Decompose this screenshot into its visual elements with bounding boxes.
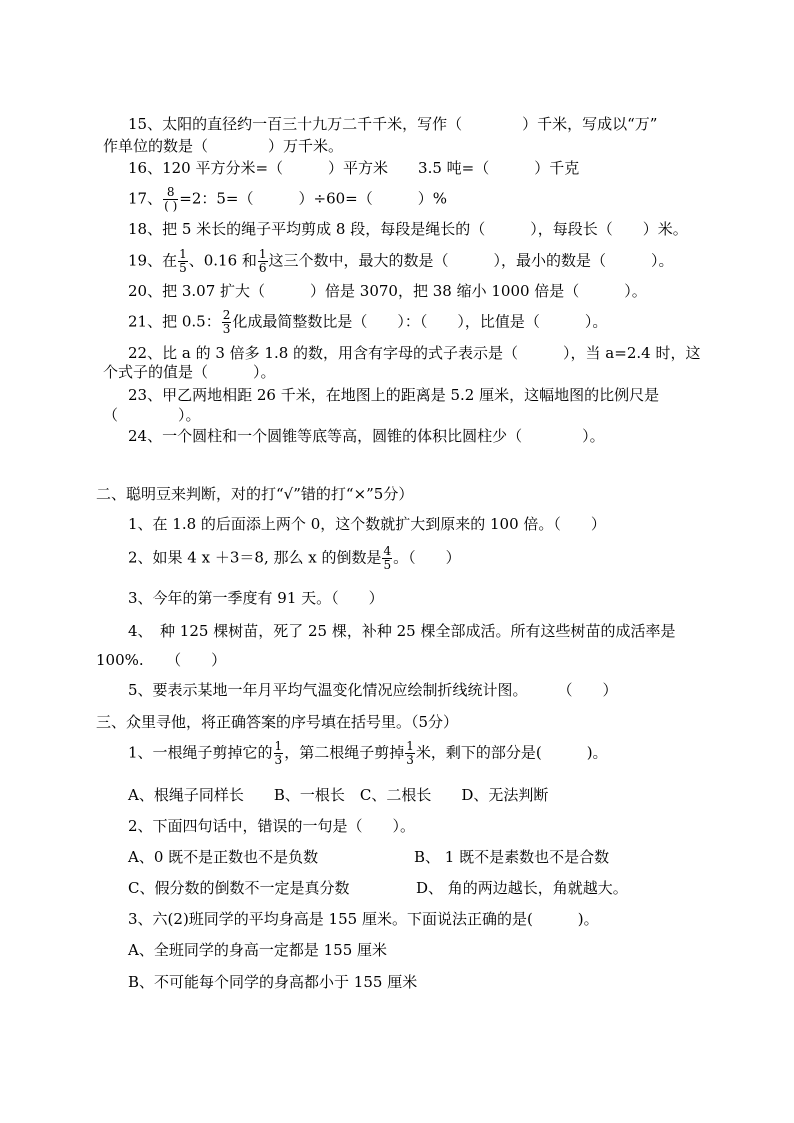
q24: 24、一个圆柱和一个圆锥等底等高，圆锥的体积比圆柱少（ ）。 — [128, 427, 605, 445]
q21-fraction: $\frac{2}{3}$ — [222, 308, 231, 336]
q15-line1: 15、太阳的直径约一百三十九万二千千米，写作（ ）千米，写成以“万” — [128, 115, 658, 133]
q17-prefix: 17、 — [128, 189, 163, 208]
choice-q2-option-a: A、0 既不是正数也不是负数 — [128, 848, 319, 866]
choice-q1-options: A、根绳子同样长 B、一根长 C、二根长 D、无法判断 — [128, 786, 549, 804]
choice-q3-option-b: B、不可能每个同学的身高都小于 155 厘米 — [128, 973, 418, 991]
q20: 20、把 3.07 扩大（ ）倍是 3070，把 38 缩小 1000 倍是（ ）。 — [128, 282, 647, 300]
q21: 21、把 0.5： $\frac{2}{3}$ 化成最简整数比是（ ）：（ ），比值是（ ）。 — [128, 308, 608, 336]
q16: 16、120 平方分米=（ ）平方米 3.5 吨=（ ）千克 — [128, 159, 580, 177]
choice-q2-option-b: B、 1 既不是素数也不是合数 — [414, 848, 610, 866]
q19: 19、在 $\frac{1}{5}$ 、0.16 和 $\frac{1}{6}$ 这三个数中，最大的数是（ ），最小的数是（ ）。 — [128, 247, 674, 275]
judge-item-5: 5、要表示某地一年月平均气温变化情况应绘制折线统计图。 （ ） — [128, 681, 618, 699]
judge-item-2-fraction: $\frac{4}{5}$ — [383, 544, 392, 572]
judge-item-3: 3、今年的第一季度有 91 天。（ ） — [128, 589, 384, 607]
q17-suffix: =2：5=（ ）÷60=（ ）% — [179, 189, 447, 208]
q17-fraction: $\frac{8}{( )}$ — [164, 185, 178, 213]
judge-item-2: 2、如果 4 x ＋3＝8, 那么 x 的倒数是 $\frac{4}{5}$ 。（ ） — [128, 544, 461, 572]
judge-item-4-line1: 4、 种 125 棵树苗，死了 25 棵，补种 25 棵全部成活。所有这些树苗的成活率是 — [128, 622, 676, 640]
q15-line2: 作单位的数是（ ）万千米。 — [103, 137, 344, 155]
q23-line1: 23、甲乙两地相距 26 千米，在地图上的距离是 5.2 厘米，这幅地图的比例尺是 — [128, 386, 660, 404]
judge-item-1: 1、在 1.8 的后面添上两个 0，这个数就扩大到原来的 100 倍。（ ） — [128, 515, 606, 533]
choice-q1-fraction-1: $\frac{1}{3}$ — [274, 739, 283, 767]
choice-q1: 1、一根绳子剪掉它的 $\frac{1}{3}$ ，第二根绳子剪掉 $\frac{1}{3}$ 米，剩下的部分是( )。 — [128, 739, 608, 767]
q19-fraction-2: $\frac{1}{6}$ — [258, 247, 267, 275]
choice-q1-fraction-2: $\frac{1}{3}$ — [406, 739, 414, 767]
section-3-title: 三、众里寻他，将正确答案的序号填在括号里。（5分） — [96, 713, 459, 731]
choice-q3: 3、六(2)班同学的平均身高是 155 厘米。下面说法正确的是( )。 — [128, 910, 599, 928]
q22-line2: 个式子的值是（ ）。 — [103, 363, 276, 381]
choice-q2-option-d: D、 角的两边越长，角就越大。 — [416, 879, 628, 897]
choice-q2: 2、下面四句话中，错误的一句是（ ）。 — [128, 817, 416, 835]
q18: 18、把 5 米长的绳子平均剪成 8 段，每段是绳长的（ ），每段长（ ）米。 — [128, 220, 688, 238]
q22-line1: 22、比 a 的 3 倍多 1.8 的数，用含有字母的式子表示是（ ），当 a=2.4 时，这 — [128, 344, 701, 362]
q17 — [128, 186, 447, 213]
section-2-title: 二、聪明豆来判断，对的打“√”错的打“×”5分） — [96, 485, 414, 503]
choice-q2-option-c: C、假分数的倒数不一定是真分数 — [128, 879, 350, 897]
q23-line2: （ ）。 — [103, 406, 201, 424]
q19-fraction-1: $\frac{1}{5}$ — [179, 247, 187, 275]
judge-item-4-line2: 100%. （ ） — [96, 651, 227, 669]
choice-q3-option-a: A、全班同学的身高一定都是 155 厘米 — [128, 941, 388, 959]
